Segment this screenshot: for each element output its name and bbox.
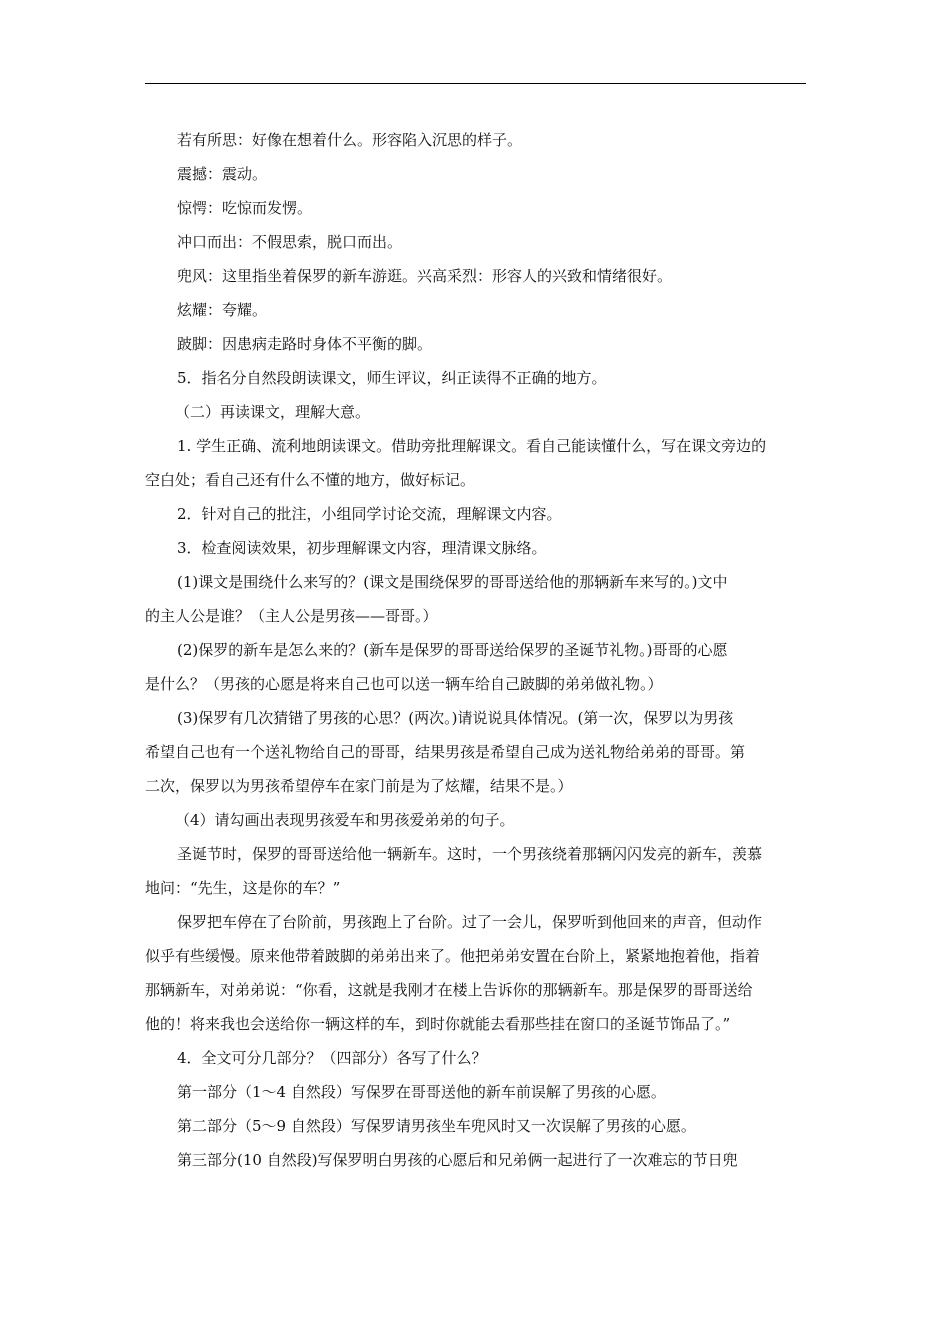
text-line: 震撼：震动。 — [177, 165, 268, 183]
text-line: 1. 学生正确、流利地朗读课文。借助旁批理解课文。看自己能读懂什么，写在课文旁边的 — [177, 437, 767, 455]
text-line: (2)保罗的新车是怎么来的？(新车是保罗的哥哥送给保罗的圣诞节礼物。)哥哥的心愿 — [177, 641, 728, 659]
text-line: 兜风：这里指坐着保罗的新车游逛。兴高采烈：形容人的兴致和情绪很好。 — [177, 267, 673, 285]
text-line: 圣诞节时，保罗的哥哥送给他一辆新车。这时，一个男孩绕着那辆闪闪发亮的新车，羡慕 — [177, 845, 763, 863]
text-line: 4．全文可分几部分？（四部分）各写了什么？ — [177, 1049, 487, 1067]
text-line: 2．针对自己的批注，小组同学讨论交流，理解课文内容。 — [177, 505, 562, 523]
text-line: 是什么？（男孩的心愿是将来自己也可以送一辆车给自己跛脚的弟弟做礼物。） — [145, 675, 663, 693]
text-line: 他的！将来我也会送给你一辆这样的车，到时你就能去看那些挂在窗口的圣诞节饰品了。” — [145, 1015, 731, 1033]
text-line: 跛脚：因患病走路时身体不平衡的脚。 — [177, 335, 433, 353]
text-line: 第二部分（5～9 自然段）写保罗请男孩坐车兜风时又一次误解了男孩的心愿。 — [177, 1117, 696, 1135]
text-line: 希望自己也有一个送礼物给自己的哥哥，结果男孩是希望自己成为送礼物给弟弟的哥哥。第 — [145, 743, 746, 761]
text-line: 的主人公是谁？（主人公是男孩——哥哥。） — [145, 607, 438, 625]
text-line: (3)保罗有几次猜错了男孩的心思？(两次。)请说说具体情况。(第一次，保罗以为男孩 — [177, 709, 734, 727]
text-line: 地问：“先生，这是你的车？” — [145, 879, 341, 897]
text-line: 那辆新车，对弟弟说：“你看，这就是我刚才在楼上告诉你的那辆新车。那是保罗的哥哥送给 — [145, 981, 753, 999]
text-line: 冲口而出：不假思索，脱口而出。 — [177, 233, 403, 251]
text-line: 保罗把车停在了台阶前，男孩跑上了台阶。过了一会儿，保罗听到他回来的声音，但动作 — [177, 913, 763, 931]
text-line: 第三部分(10 自然段)写保罗明白男孩的心愿后和兄弟俩一起进行了一次难忘的节日兜 — [177, 1151, 738, 1169]
text-line: 若有所思：好像在想着什么。形容陷入沉思的样子。 — [177, 131, 523, 149]
section-heading: （二）再读课文，理解大意。 — [175, 403, 371, 421]
text-line: 二次，保罗以为男孩希望停车在家门前是为了炫耀，结果不是。） — [145, 777, 573, 795]
header-rule — [145, 83, 806, 84]
text-line: 似乎有些缓慢。原来他带着跛脚的弟弟出来了。他把弟弟安置在台阶上，紧紧地抱着他，指着 — [145, 947, 761, 965]
text-line: 空白处；看自己还有什么不懂的地方，做好标记。 — [145, 471, 476, 489]
text-line: 第一部分（1～4 自然段）写保罗在哥哥送他的新车前误解了男孩的心愿。 — [177, 1083, 666, 1101]
document-body — [145, 123, 806, 1177]
text-line: （4）请勾画出表现男孩爱车和男孩爱弟弟的句子。 — [175, 811, 515, 829]
text-line: 3．检查阅读效果，初步理解课文内容，理清课文脉络。 — [177, 539, 547, 557]
text-line: 炫耀：夸耀。 — [177, 301, 268, 319]
text-line: 5．指名分自然段朗读课文，师生评议，纠正读得不正确的地方。 — [177, 369, 607, 387]
text-line: (1)课文是围绕什么来写的？(课文是围绕保罗的哥哥送给他的那辆新车来写的。)文中 — [177, 573, 728, 591]
text-line: 惊愕：吃惊而发愣。 — [177, 199, 313, 217]
